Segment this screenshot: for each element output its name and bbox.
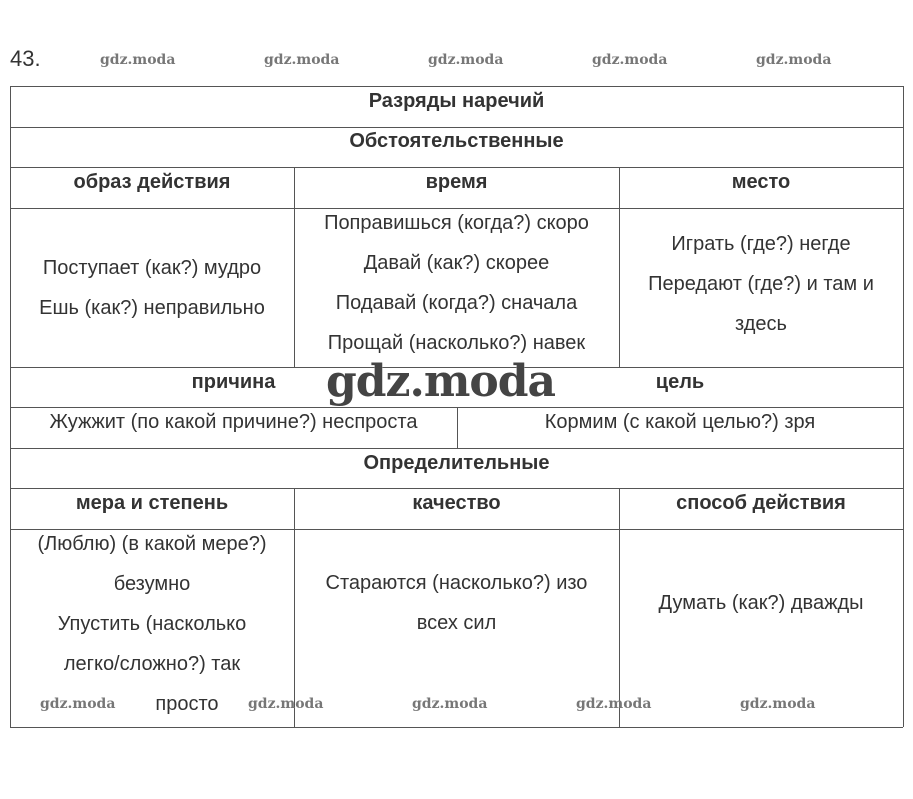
cell-measure — [10, 524, 294, 724]
watermark: gdz.moda — [576, 696, 652, 712]
cell-line: Прощай (насколько?) навек — [327, 331, 586, 354]
watermark: gdz.moda — [248, 696, 324, 712]
cell-way — [619, 529, 903, 677]
cell-line: Передают (где?) и там и — [648, 272, 874, 295]
group-heading-circumstantial: Обстоятельственные — [349, 130, 564, 152]
cell-place — [619, 204, 903, 363]
watermark: gdz.moda — [40, 696, 116, 712]
cell-line: (Люблю) (в какой мере?) — [37, 533, 267, 555]
cell-line: Поправишься (когда?) скоро — [324, 211, 589, 234]
watermark: gdz.moda — [412, 696, 488, 712]
watermark: gdz.moda — [756, 52, 832, 68]
cell-line: всех сил — [416, 612, 497, 634]
column-header: причина — [191, 371, 276, 393]
column-header: способ действия — [676, 492, 846, 514]
cell-line: просто — [155, 693, 219, 715]
column-header: образ действия — [73, 171, 231, 193]
watermark: gdz.moda — [740, 696, 816, 712]
cell-line: Упустить (насколько — [57, 613, 247, 635]
cell-line: здесь — [735, 312, 787, 335]
watermark: gdz.moda — [428, 52, 504, 68]
watermark: gdz.moda — [100, 52, 176, 68]
cell-line: Подавай (когда?) сначала — [335, 291, 578, 314]
column-header: время — [425, 171, 488, 193]
cell-line: Стараются (насколько?) изо — [325, 572, 588, 594]
cell-line: Давай (как?) скорее — [363, 251, 550, 274]
cell-line: Поступает (как?) мудро — [42, 256, 262, 279]
cell-line: легко/сложно?) так — [63, 653, 241, 675]
cell-line: Ешь (как?) неправильно — [39, 296, 265, 319]
cell-purpose: Кормим (с какой целью?) зря — [544, 411, 816, 433]
cell-line: безумно — [113, 573, 191, 595]
cell-line: Играть (где?) негде — [671, 232, 851, 255]
cell-quality — [294, 529, 619, 677]
cell-time — [294, 203, 619, 362]
exercise-number: 43. — [10, 46, 41, 71]
watermark-large: gdz.moda — [326, 356, 556, 407]
cell-manner — [10, 208, 294, 367]
table-title: Разряды наречий — [368, 90, 545, 112]
column-header: мера и степень — [75, 492, 229, 514]
watermark: gdz.moda — [592, 52, 668, 68]
cell-cause: Жужжит (по какой причине?) неспроста — [49, 411, 418, 433]
column-header: цель — [655, 371, 705, 393]
group-heading-attributive: Определительные — [363, 452, 550, 474]
column-header: качество — [412, 492, 501, 514]
watermark: gdz.moda — [264, 52, 340, 68]
column-header: место — [731, 171, 791, 193]
cell-line: Думать (как?) дважды — [658, 592, 864, 614]
